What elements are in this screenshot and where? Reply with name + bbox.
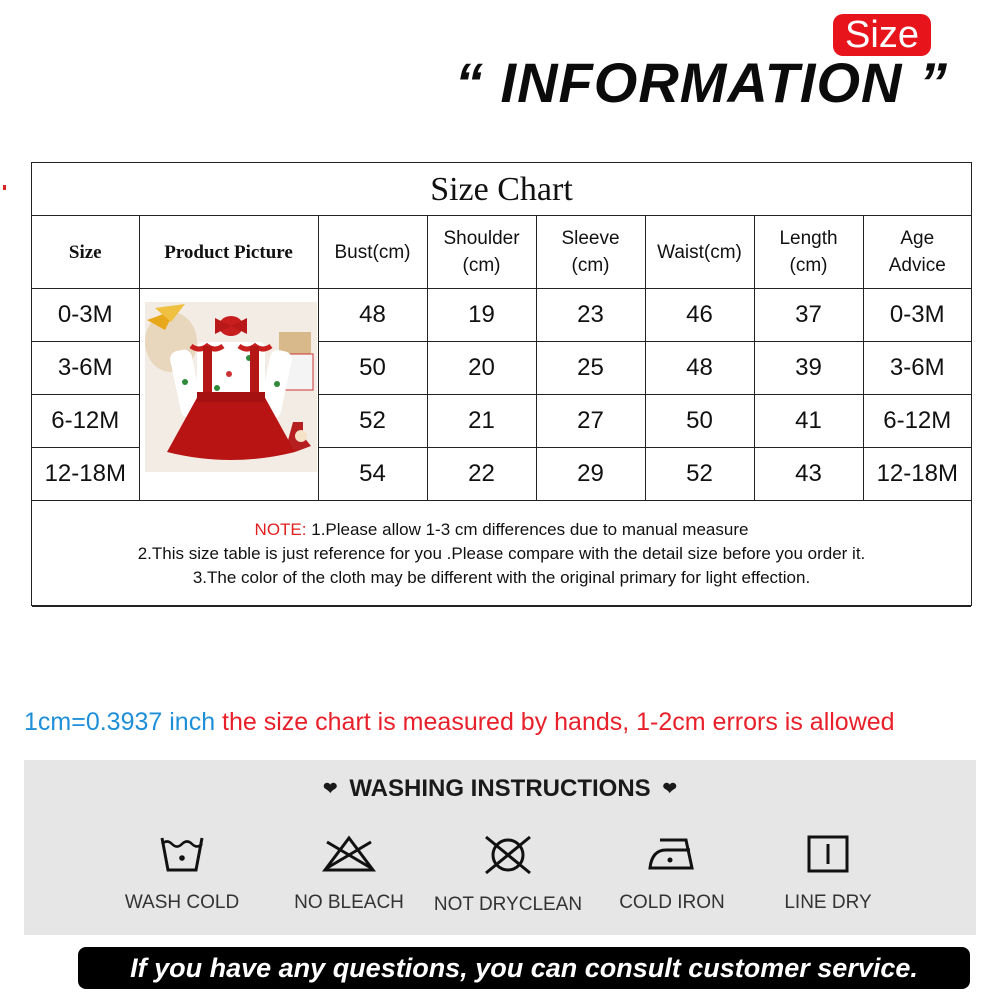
sleeve-cell: 23: [536, 289, 645, 342]
column-header-length: [754, 216, 863, 289]
size-chart-title: Size Chart: [32, 163, 971, 216]
size-chart: [31, 162, 972, 606]
wash-cold-icon: [160, 834, 204, 874]
note-line-1: [32, 518, 971, 542]
bust-cell: 48: [318, 289, 427, 342]
washing-title: WASHING INSTRUCTIONS: [349, 775, 651, 802]
sleeve-cell: 27: [536, 395, 645, 448]
shoulder-cell: 22: [427, 448, 536, 501]
heart-icon: ❤: [323, 779, 338, 798]
column-header-age-text: Age Advice: [888, 228, 946, 276]
information-title: “ INFORMATION ”: [455, 51, 949, 114]
note-text-1: 1.Please allow 1-3 cm differences due to manual measure: [311, 519, 749, 539]
customer-service-banner: If you have any questions, you can consult customer service.: [78, 947, 970, 989]
page-header: [0, 0, 1000, 130]
waist-cell: 52: [645, 448, 754, 501]
length-cell: 39: [754, 342, 863, 395]
product-picture: [145, 302, 317, 472]
cm-inch-conversion: 1cm=0.3937 inch: [24, 708, 216, 736]
length-cell: 41: [754, 395, 863, 448]
wash-item-cold-iron: [587, 834, 757, 924]
product-picture-cell: [139, 289, 318, 501]
notes-row: [32, 501, 971, 607]
cold-iron-icon: [646, 834, 698, 874]
decorative-dot: [3, 185, 6, 190]
wash-cold-label: WASH COLD: [124, 892, 240, 913]
column-header-bust: Bust(cm): [318, 216, 427, 289]
bust-cell: 54: [318, 448, 427, 501]
cold-iron-label: COLD IRON: [619, 892, 725, 913]
wash-item-wash-cold: [97, 834, 267, 924]
column-header-length-text: Length (cm): [779, 228, 838, 276]
washing-instructions-panel: [24, 760, 976, 935]
age-cell: 12-18M: [863, 448, 971, 501]
length-cell: 37: [754, 289, 863, 342]
shoulder-cell: 19: [427, 289, 536, 342]
size-cell: 0-3M: [32, 289, 139, 342]
shoulder-cell: 21: [427, 395, 536, 448]
no-bleach-icon: [321, 834, 377, 874]
column-header-shoulder: [427, 216, 536, 289]
table-header-row: [32, 216, 971, 289]
age-cell: 6-12M: [863, 395, 971, 448]
note-line-3: 3.The color of the cloth may be different with the original primary for light effection.: [192, 567, 811, 587]
size-cell: 12-18M: [32, 448, 139, 501]
baby-dress-illustration: [145, 302, 317, 472]
length-cell: 43: [754, 448, 863, 501]
age-cell: 3-6M: [863, 342, 971, 395]
note-label: NOTE:: [254, 519, 307, 539]
shoulder-cell: 20: [427, 342, 536, 395]
bust-cell: 50: [318, 342, 427, 395]
sleeve-cell: 29: [536, 448, 645, 501]
heart-icon: ❤: [662, 779, 677, 798]
column-header-age: [863, 216, 971, 289]
wash-item-no-bleach: [264, 834, 434, 924]
waist-cell: 46: [645, 289, 754, 342]
column-header-product-picture: Product Picture: [139, 216, 318, 289]
age-cell: 0-3M: [863, 289, 971, 342]
column-header-shoulder-text: Shoulder (cm): [443, 228, 520, 276]
size-cell: 3-6M: [32, 342, 139, 395]
conversion-note: [24, 704, 984, 740]
sleeve-cell: 25: [536, 342, 645, 395]
note-line-2: 2.This size table is just reference for you .Please compare with the detail size before you order it.: [137, 543, 866, 563]
wash-item-not-dryclean: [423, 834, 593, 924]
size-badge: Size: [833, 14, 931, 56]
washing-title-row: [24, 772, 976, 806]
size-cell: 6-12M: [32, 395, 139, 448]
bust-cell: 52: [318, 395, 427, 448]
column-header-sleeve: [536, 216, 645, 289]
not-dryclean-label: NOT DRYCLEAN: [433, 894, 583, 915]
measurement-disclaimer: the size chart is measured by hands, 1-2cm errors is allowed: [215, 708, 895, 736]
size-table: [32, 216, 971, 607]
no-bleach-label: NO BLEACH: [294, 892, 404, 913]
column-header-waist: Waist(cm): [645, 216, 754, 289]
line-dry-icon: [806, 834, 850, 874]
notes-cell: [32, 501, 971, 607]
waist-cell: 50: [645, 395, 754, 448]
table-row: [32, 289, 971, 342]
not-dryclean-icon: [480, 834, 536, 876]
line-dry-label: LINE DRY: [784, 892, 872, 913]
wash-item-line-dry: [743, 834, 913, 924]
column-header-size: Size: [32, 216, 139, 289]
column-header-sleeve-text: Sleeve (cm): [561, 228, 620, 276]
waist-cell: 48: [645, 342, 754, 395]
